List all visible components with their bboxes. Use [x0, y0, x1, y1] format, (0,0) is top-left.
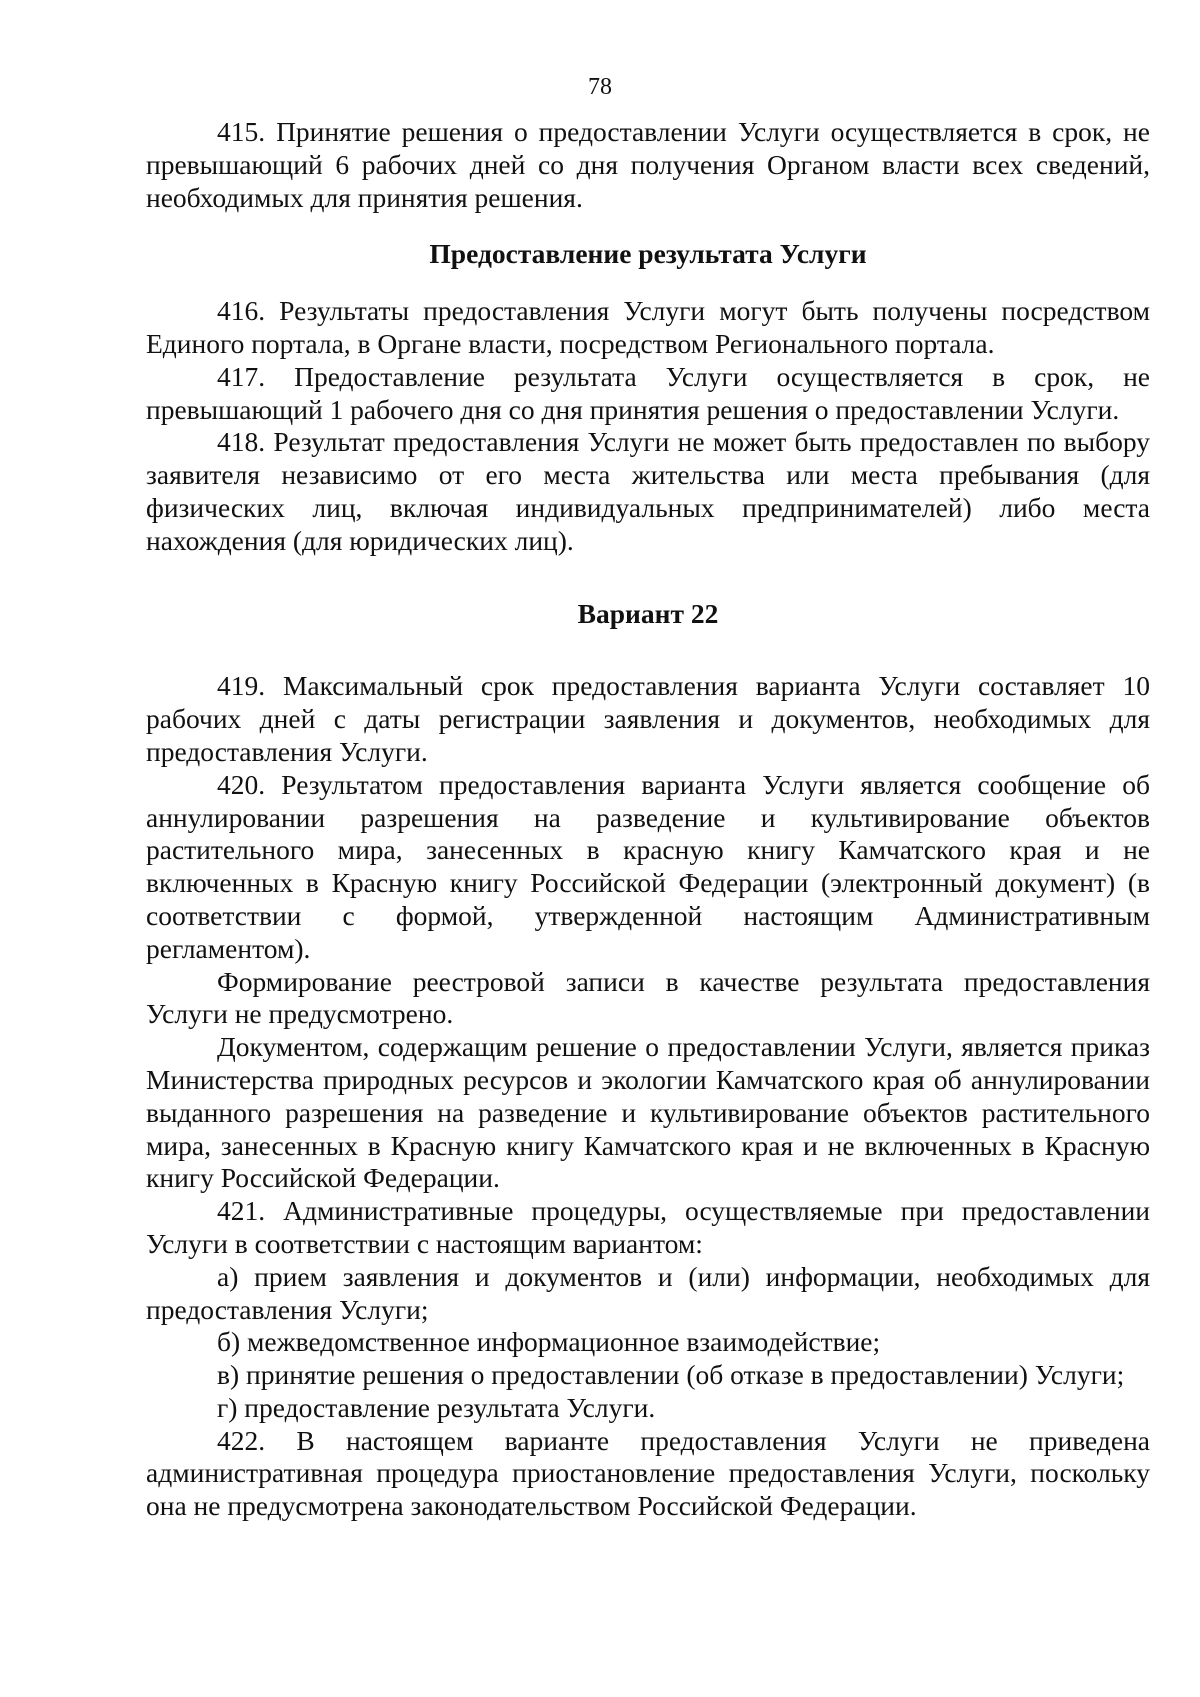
- section-heading-result: Предоставление результата Услуги: [429, 238, 867, 270]
- paragraph-421: 421. Административные процедуры, осуществляемые при предоставлении Услуги в соответствии с настоящим вариантом:: [146, 1195, 1150, 1259]
- list-item-b: б) межведомственное информационное взаимодействие;: [217, 1326, 881, 1358]
- paragraph-419: 419. Максимальный срок предоставления варианта Услуги составляет 10 рабочих дней с даты регистрации заявления и документов, необходимых для предоставления Услуги.: [146, 670, 1150, 767]
- paragraph-420: 420. Результатом предоставления варианта Услуги является сообщение об аннулировании разрешения на разведение и культивирование объектов растительного мира, занесенных в красную книгу Камчатского края и не включенных в Красную книгу Российской Федерации (электронный документ) (в соответствии с формой, утвержденной настоящим Административным регламентом).: [146, 768, 1150, 964]
- list-item-v: в) принятие решения о предоставлении (об отказе в предоставлении) Услуги;: [217, 1359, 1125, 1391]
- page-number: 78: [588, 74, 612, 100]
- list-item-g: г) предоставление результата Услуги.: [217, 1391, 656, 1423]
- document-body: [146, 116, 1150, 1523]
- paragraph-422: 422. В настоящем варианте предоставления Услуги не приведена административная процедура приостановление предоставления Услуги, поскольку она не предусмотрена законодательством Российской Федерации.: [146, 1424, 1150, 1522]
- paragraph-decision-document: Документом, содержащим решение о предоставлении Услуги, является приказ Министерства природных ресурсов и экологии Камчатского края об аннулировании выданного разрешения на разведение и культивирование объектов растительного мира, занесенных в Красную книгу Камчатского края и не включенных в Красную книгу Российской Федерации.: [146, 1031, 1150, 1194]
- section-heading-variant: Вариант 22: [577, 597, 719, 629]
- list-item-a: а) прием заявления и документов и (или) информации, необходимых для предоставления Услуги;: [146, 1260, 1150, 1325]
- paragraph-417: 417. Предоставление результата Услуги осуществляется в срок, не превышающий 1 рабочего дня со дня принятия решения о предоставлении Услуги.: [146, 360, 1150, 425]
- paragraph-415: 415. Принятие решения о предоставлении Услуги осуществляется в срок, не превышающий 6 рабочих дней со дня получения Органом власти всех сведений, необходимых для принятия решения.: [146, 116, 1150, 213]
- paragraph-416: 416. Результаты предоставления Услуги могут быть получены посредством Единого портала, в Органе власти, посредством Регионального портала.: [146, 295, 1150, 359]
- paragraph-registry: Формирование реестровой записи в качестве результата предоставления Услуги не предусмотрено.: [146, 965, 1150, 1030]
- paragraph-418: 418. Результат предоставления Услуги не может быть предоставлен по выбору заявителя независимо от его места жительства или места пребывания (для физических лиц, включая индивидуальных предпринимателей) либо места нахождения (для юридических лиц).: [146, 426, 1150, 556]
